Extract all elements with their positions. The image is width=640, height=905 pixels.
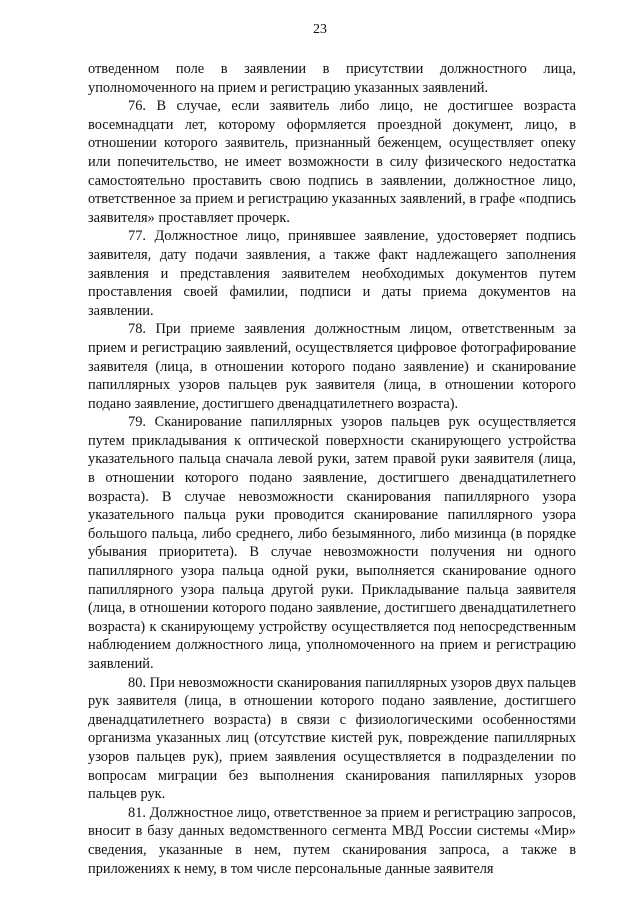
paragraph-79: 79. Сканирование папиллярных узоров пальцев рук осуществляется путем прикладывания к оптической поверхности сканирующего устройства указательного пальца сначала левой руки, затем правой руки заявителя (лица, в отношении которого подано заявление, достигшего двенадцатилетнего возраста). В случае невозможности сканирования папиллярного узора указательного пальца руки проводится сканирование папиллярного узора большого пальца, либо среднего, либо безымянного, либо мизинца (в порядке убывания приоритета). В случае невозможности получения ни одного папиллярного узора пальца одной руки, выполняется сканирование одного папиллярного узора пальца другой руки. Прикладывание пальца заявителя (лица, в отношении которого подано заявление, достигшего двенадцатилетнего возраста) к сканирующему устройству осуществляется под непосредственным наблюдением должностного лица, уполномоченного на прием и регистрацию заявлений. bbox=[88, 414, 576, 672]
paragraph-81: 81. Должностное лицо, ответственное за прием и регистрацию запросов, вносит в базу данных ведомственного сегмента МВД России системы «Мир» сведения, указанные в нем, путем сканирования запроса, а также в приложениях к нему, в том числе персональные данные заявителя bbox=[88, 804, 576, 877]
paragraph-77: 77. Должностное лицо, принявшее заявление, удостоверяет подпись заявителя, дату подачи заявления, а также факт надлежащего заполнения заявления и представления заявителем необходимых документов путем проставления своей фамилии, подписи и даты приема документов на заявлении. bbox=[88, 228, 576, 319]
document-body bbox=[88, 60, 576, 878]
paragraph-continuation: отведенном поле в заявлении в присутствии должностного лица, уполномоченного на прием и регистрацию указанных заявлений. bbox=[88, 61, 576, 96]
page-number: 23 bbox=[313, 22, 327, 37]
paragraph-80: 80. При невозможности сканирования папиллярных узоров двух пальцев рук заявителя (лица, в отношении которого подано заявление, достигшего двенадцатилетнего возраста) в связи с физиологическими особенностями организма указанных лиц (отсутствие кистей рук, повреждение папиллярных узоров пальцев рук), прием заявления осуществляется в подразделении по вопросам миграции без выполнения сканирования папиллярных узоров пальцев рук. bbox=[88, 674, 576, 803]
paragraph-76: 76. В случае, если заявитель либо лицо, не достигшее возраста восемнадцати лет, которому оформляется проездной документ, лицо, в отношении которого заявитель, признанный беженцем, осуществляет опеку или попечительство, не имеет возможности в силу физического недостатка самостоятельно проставить свою подпись в заявлении, должностное лицо, ответственное за прием и регистрацию указанных заявлений, в графе «подпись заявителя» проставляет прочерк. bbox=[88, 98, 576, 226]
paragraph-78: 78. При приеме заявления должностным лицом, ответственным за прием и регистрацию заявлений, осуществляется цифровое фотографирование заявителя (лица, в отношении которого подано заявление) и сканирование папиллярных узоров пальцев рук заявителя (лица, в отношении которого подано заявление, достигшего двенадцатилетнего возраста). bbox=[88, 321, 576, 412]
